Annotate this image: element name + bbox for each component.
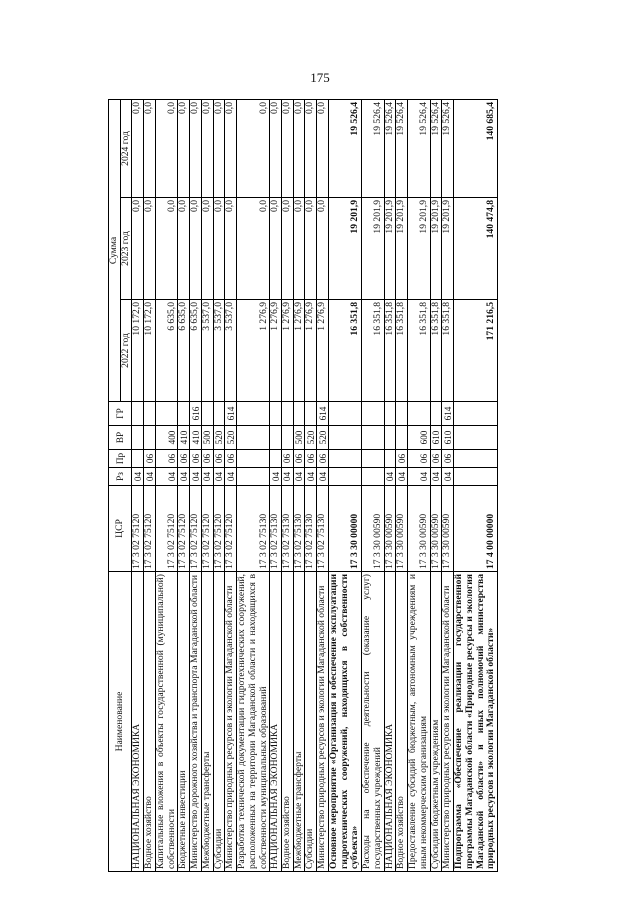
cell-pr: 06 <box>144 450 156 468</box>
header-csr: ЦСР <box>109 486 132 572</box>
cell-vr <box>454 426 498 450</box>
table-row <box>362 99 384 871</box>
cell-gr: 616 <box>190 402 202 426</box>
cell-name: Подпрограмма «Обеспечение реализации государственной программы Магаданской области «Природные ресурсы и экология Магаданской области» и иных полномочий министерства природных ресурсов и экологии Магаданской области» <box>454 572 498 872</box>
header-sum: Сумма <box>109 99 121 401</box>
cell-rz: 04 <box>282 468 294 486</box>
header-rz: Рз <box>109 468 132 486</box>
table-row <box>270 99 282 871</box>
page-number: 175 <box>310 70 330 85</box>
cell-pr <box>384 450 396 468</box>
cell-csr: 17 3 02 75130 <box>270 486 282 572</box>
cell-name: Субсидии <box>305 572 317 872</box>
cell-csr: 17 3 02 75120 <box>132 486 144 572</box>
cell-rz <box>362 468 384 486</box>
cell-2024: 140 685,4 <box>454 99 498 197</box>
cell-2023: 0,0 <box>213 198 225 300</box>
cell-2022: 10 172,0 <box>132 300 144 402</box>
cell-2022: 16 351,8 <box>442 300 454 402</box>
cell-2022: 3 537,0 <box>201 300 213 402</box>
cell-vr <box>328 426 361 450</box>
cell-pr <box>328 450 361 468</box>
cell-rz: 04 <box>430 468 442 486</box>
cell-csr: 17 3 02 75130 <box>305 486 317 572</box>
cell-vr <box>270 426 282 450</box>
cell-gr <box>293 402 305 426</box>
cell-2023: 0,0 <box>178 198 190 300</box>
table-body <box>132 99 498 871</box>
cell-pr: 06 <box>190 450 202 468</box>
cell-2024: 0,0 <box>225 99 237 197</box>
cell-name: Разработка технической документации гидротехнических сооружений, расположенных на территории Магаданской области и находящихся в собственности муниципальных образований <box>237 572 270 872</box>
cell-gr <box>396 402 408 426</box>
cell-vr: 500 <box>201 426 213 450</box>
cell-2024: 0,0 <box>213 99 225 197</box>
cell-rz: 04 <box>190 468 202 486</box>
cell-vr: 520 <box>213 426 225 450</box>
cell-2023: 19 201,9 <box>430 198 442 300</box>
table-row <box>442 99 454 871</box>
cell-2023: 0,0 <box>155 198 177 300</box>
cell-2023: 19 201,9 <box>384 198 396 300</box>
cell-name: Межбюджетные трансферты <box>201 572 213 872</box>
cell-2022: 1 276,9 <box>237 300 270 402</box>
cell-2024: 19 526,4 <box>384 99 396 197</box>
cell-pr <box>237 450 270 468</box>
cell-2022: 3 537,0 <box>225 300 237 402</box>
cell-pr <box>270 450 282 468</box>
table-row <box>317 99 329 871</box>
cell-csr: 17 3 30 00590 <box>430 486 442 572</box>
table-row <box>190 99 202 871</box>
cell-name: Субсидии <box>213 572 225 872</box>
cell-gr <box>305 402 317 426</box>
cell-name: НАЦИОНАЛЬНАЯ ЭКОНОМИКА <box>132 572 144 872</box>
table-row <box>408 99 430 871</box>
cell-2023: 19 201,9 <box>362 198 384 300</box>
cell-pr: 06 <box>305 450 317 468</box>
cell-2022: 16 351,8 <box>430 300 442 402</box>
cell-2023: 0,0 <box>293 198 305 300</box>
table-row <box>237 99 270 871</box>
cell-gr <box>328 402 361 426</box>
cell-2024: 19 526,4 <box>328 99 361 197</box>
cell-csr: 17 3 02 75120 <box>225 486 237 572</box>
cell-name: Предоставление субсидий бюджетным, автономным учреждениям и иным некоммерческим организациям <box>408 572 430 872</box>
cell-2023: 0,0 <box>282 198 294 300</box>
cell-gr <box>213 402 225 426</box>
cell-csr: 17 3 02 75120 <box>190 486 202 572</box>
cell-2024: 19 526,4 <box>362 99 384 197</box>
cell-vr: 610 <box>442 426 454 450</box>
cell-2023: 0,0 <box>225 198 237 300</box>
header-year-2024: 2024 год <box>120 99 132 197</box>
cell-rz <box>454 468 498 486</box>
cell-pr <box>454 450 498 468</box>
cell-2023: 19 201,9 <box>328 198 361 300</box>
table-row <box>384 99 396 871</box>
cell-2024: 0,0 <box>282 99 294 197</box>
cell-2023: 140 474,8 <box>454 198 498 300</box>
cell-2022: 1 276,9 <box>282 300 294 402</box>
cell-2024: 0,0 <box>270 99 282 197</box>
header-pr: Пр <box>109 450 132 468</box>
table-row <box>132 99 144 871</box>
cell-vr: 520 <box>305 426 317 450</box>
cell-2022: 1 276,9 <box>305 300 317 402</box>
cell-csr: 17 3 30 00590 <box>384 486 396 572</box>
cell-2024: 0,0 <box>155 99 177 197</box>
cell-name: Министерство природных ресурсов и экологии Магаданской области <box>442 572 454 872</box>
cell-name: Расходы на обеспечение деятельности (оказание услуг) государственных учреждений <box>362 572 384 872</box>
table-row <box>282 99 294 871</box>
cell-gr: 614 <box>442 402 454 426</box>
cell-2024: 0,0 <box>190 99 202 197</box>
cell-rz: 04 <box>317 468 329 486</box>
cell-csr: 17 4 00 00000 <box>454 486 498 572</box>
cell-vr: 520 <box>317 426 329 450</box>
cell-2024: 0,0 <box>132 99 144 197</box>
table-row <box>225 99 237 871</box>
cell-vr <box>237 426 270 450</box>
cell-name: Водное хозяйство <box>144 572 156 872</box>
cell-rz: 04 <box>408 468 430 486</box>
cell-rz: 04 <box>396 468 408 486</box>
header-vr: ВР <box>109 426 132 450</box>
table-row <box>178 99 190 871</box>
header-year-2022: 2022 год <box>120 300 132 402</box>
table-row <box>328 99 361 871</box>
table-header-row <box>109 99 121 871</box>
cell-pr: 06 <box>178 450 190 468</box>
cell-2022: 1 276,9 <box>317 300 329 402</box>
cell-pr: 06 <box>442 450 454 468</box>
cell-gr <box>132 402 144 426</box>
cell-rz: 04 <box>144 468 156 486</box>
table-row <box>293 99 305 871</box>
cell-name: Основное мероприятие «Организация и обеспечение эксплуатации гидротехнических сооружений, находящихся в собственности субъекта» <box>328 572 361 872</box>
table-row <box>201 99 213 871</box>
header-name: Наименование <box>109 572 132 872</box>
table-row <box>396 99 408 871</box>
cell-2024: 19 526,4 <box>442 99 454 197</box>
cell-gr <box>282 402 294 426</box>
cell-2022: 10 172,0 <box>144 300 156 402</box>
table-row <box>454 99 498 871</box>
table-row <box>144 99 156 871</box>
cell-2022: 16 351,8 <box>396 300 408 402</box>
cell-pr: 06 <box>282 450 294 468</box>
cell-gr: 614 <box>317 402 329 426</box>
cell-vr: 400 <box>155 426 177 450</box>
cell-2023: 0,0 <box>132 198 144 300</box>
cell-2024: 0,0 <box>178 99 190 197</box>
cell-rz: 04 <box>178 468 190 486</box>
cell-vr <box>362 426 384 450</box>
cell-2023: 0,0 <box>237 198 270 300</box>
cell-2023: 0,0 <box>201 198 213 300</box>
cell-rz: 04 <box>225 468 237 486</box>
cell-pr: 06 <box>213 450 225 468</box>
cell-gr <box>408 402 430 426</box>
cell-name: Водное хозяйство <box>396 572 408 872</box>
cell-csr: 17 3 30 00000 <box>328 486 361 572</box>
cell-2024: 0,0 <box>317 99 329 197</box>
cell-rz: 04 <box>213 468 225 486</box>
cell-gr <box>155 402 177 426</box>
cell-pr <box>362 450 384 468</box>
cell-name: Водное хозяйство <box>282 572 294 872</box>
cell-rz: 04 <box>155 468 177 486</box>
cell-gr <box>430 402 442 426</box>
cell-2022: 171 216,5 <box>454 300 498 402</box>
cell-2022: 16 351,8 <box>362 300 384 402</box>
cell-csr: 17 3 30 00590 <box>442 486 454 572</box>
cell-2022: 1 276,9 <box>293 300 305 402</box>
cell-name: Министерство природных ресурсов и экологии Магаданской области <box>225 572 237 872</box>
cell-pr: 06 <box>201 450 213 468</box>
cell-vr: 600 <box>408 426 430 450</box>
cell-2023: 0,0 <box>190 198 202 300</box>
cell-pr: 06 <box>430 450 442 468</box>
cell-rz <box>328 468 361 486</box>
cell-rz: 04 <box>293 468 305 486</box>
cell-name: Субсидии бюджетным учреждениям <box>430 572 442 872</box>
cell-2024: 0,0 <box>237 99 270 197</box>
cell-vr: 610 <box>430 426 442 450</box>
cell-gr: 614 <box>225 402 237 426</box>
cell-csr: 17 3 02 75120 <box>201 486 213 572</box>
cell-2024: 0,0 <box>293 99 305 197</box>
cell-2022: 3 537,0 <box>213 300 225 402</box>
cell-csr: 17 3 02 75120 <box>213 486 225 572</box>
budget-table <box>108 99 498 872</box>
cell-name: Министерство природных ресурсов и экологии Магаданской области <box>317 572 329 872</box>
cell-2024: 0,0 <box>305 99 317 197</box>
cell-gr <box>144 402 156 426</box>
table-row <box>155 99 177 871</box>
cell-rz: 04 <box>442 468 454 486</box>
cell-2022: 16 351,8 <box>328 300 361 402</box>
cell-2022: 6 635,0 <box>178 300 190 402</box>
cell-rz: 04 <box>384 468 396 486</box>
cell-pr: 06 <box>317 450 329 468</box>
cell-2023: 0,0 <box>270 198 282 300</box>
cell-vr: 410 <box>190 426 202 450</box>
cell-2024: 0,0 <box>144 99 156 197</box>
cell-pr: 06 <box>408 450 430 468</box>
cell-2024: 19 526,4 <box>430 99 442 197</box>
cell-vr <box>282 426 294 450</box>
cell-rz: 04 <box>305 468 317 486</box>
cell-2024: 0,0 <box>201 99 213 197</box>
cell-2023: 0,0 <box>305 198 317 300</box>
cell-gr <box>201 402 213 426</box>
cell-pr: 06 <box>293 450 305 468</box>
table-row <box>430 99 442 871</box>
cell-gr <box>384 402 396 426</box>
cell-2023: 19 201,9 <box>408 198 430 300</box>
cell-csr: 17 3 30 00590 <box>362 486 384 572</box>
header-year-2023: 2023 год <box>120 198 132 300</box>
cell-name: Бюджетные инвестиции <box>178 572 190 872</box>
cell-2023: 0,0 <box>144 198 156 300</box>
table-row <box>305 99 317 871</box>
cell-pr: 06 <box>396 450 408 468</box>
cell-rz <box>237 468 270 486</box>
cell-rz: 04 <box>270 468 282 486</box>
cell-gr <box>454 402 498 426</box>
cell-csr: 17 3 02 75120 <box>178 486 190 572</box>
cell-vr <box>384 426 396 450</box>
cell-2022: 6 635,0 <box>190 300 202 402</box>
cell-rz: 04 <box>132 468 144 486</box>
cell-csr: 17 3 30 00590 <box>396 486 408 572</box>
cell-name: Капитальные вложения в объекты государственной (муниципальной) собственности <box>155 572 177 872</box>
rotated-page-content <box>108 100 612 872</box>
cell-csr: 17 3 02 75130 <box>293 486 305 572</box>
cell-csr: 17 3 02 75130 <box>237 486 270 572</box>
cell-csr: 17 3 30 00590 <box>408 486 430 572</box>
cell-name: НАЦИОНАЛЬНАЯ ЭКОНОМИКА <box>270 572 282 872</box>
cell-2023: 19 201,9 <box>442 198 454 300</box>
cell-vr <box>144 426 156 450</box>
cell-2024: 19 526,4 <box>408 99 430 197</box>
header-gr: ГР <box>109 402 132 426</box>
cell-2023: 0,0 <box>317 198 329 300</box>
cell-2022: 6 635,0 <box>155 300 177 402</box>
cell-vr <box>396 426 408 450</box>
cell-gr <box>178 402 190 426</box>
cell-vr: 500 <box>293 426 305 450</box>
cell-name: Межбюджетные трансферты <box>293 572 305 872</box>
cell-rz: 04 <box>201 468 213 486</box>
cell-pr: 06 <box>225 450 237 468</box>
cell-2024: 19 526,4 <box>396 99 408 197</box>
cell-csr: 17 3 02 75120 <box>144 486 156 572</box>
cell-2023: 19 201,9 <box>396 198 408 300</box>
cell-gr <box>237 402 270 426</box>
cell-csr: 17 3 02 75130 <box>282 486 294 572</box>
cell-name: Министерство дорожного хозяйства и транспорта Магаданской области <box>190 572 202 872</box>
cell-2022: 16 351,8 <box>384 300 396 402</box>
cell-csr: 17 3 02 75130 <box>317 486 329 572</box>
cell-2022: 1 276,9 <box>270 300 282 402</box>
cell-csr: 17 3 02 75120 <box>155 486 177 572</box>
cell-vr: 520 <box>225 426 237 450</box>
cell-gr <box>270 402 282 426</box>
cell-name: НАЦИОНАЛЬНАЯ ЭКОНОМИКА <box>384 572 396 872</box>
cell-vr: 410 <box>178 426 190 450</box>
table-row <box>213 99 225 871</box>
cell-gr <box>362 402 384 426</box>
cell-2022: 16 351,8 <box>408 300 430 402</box>
cell-pr <box>132 450 144 468</box>
cell-pr: 06 <box>155 450 177 468</box>
cell-vr <box>132 426 144 450</box>
